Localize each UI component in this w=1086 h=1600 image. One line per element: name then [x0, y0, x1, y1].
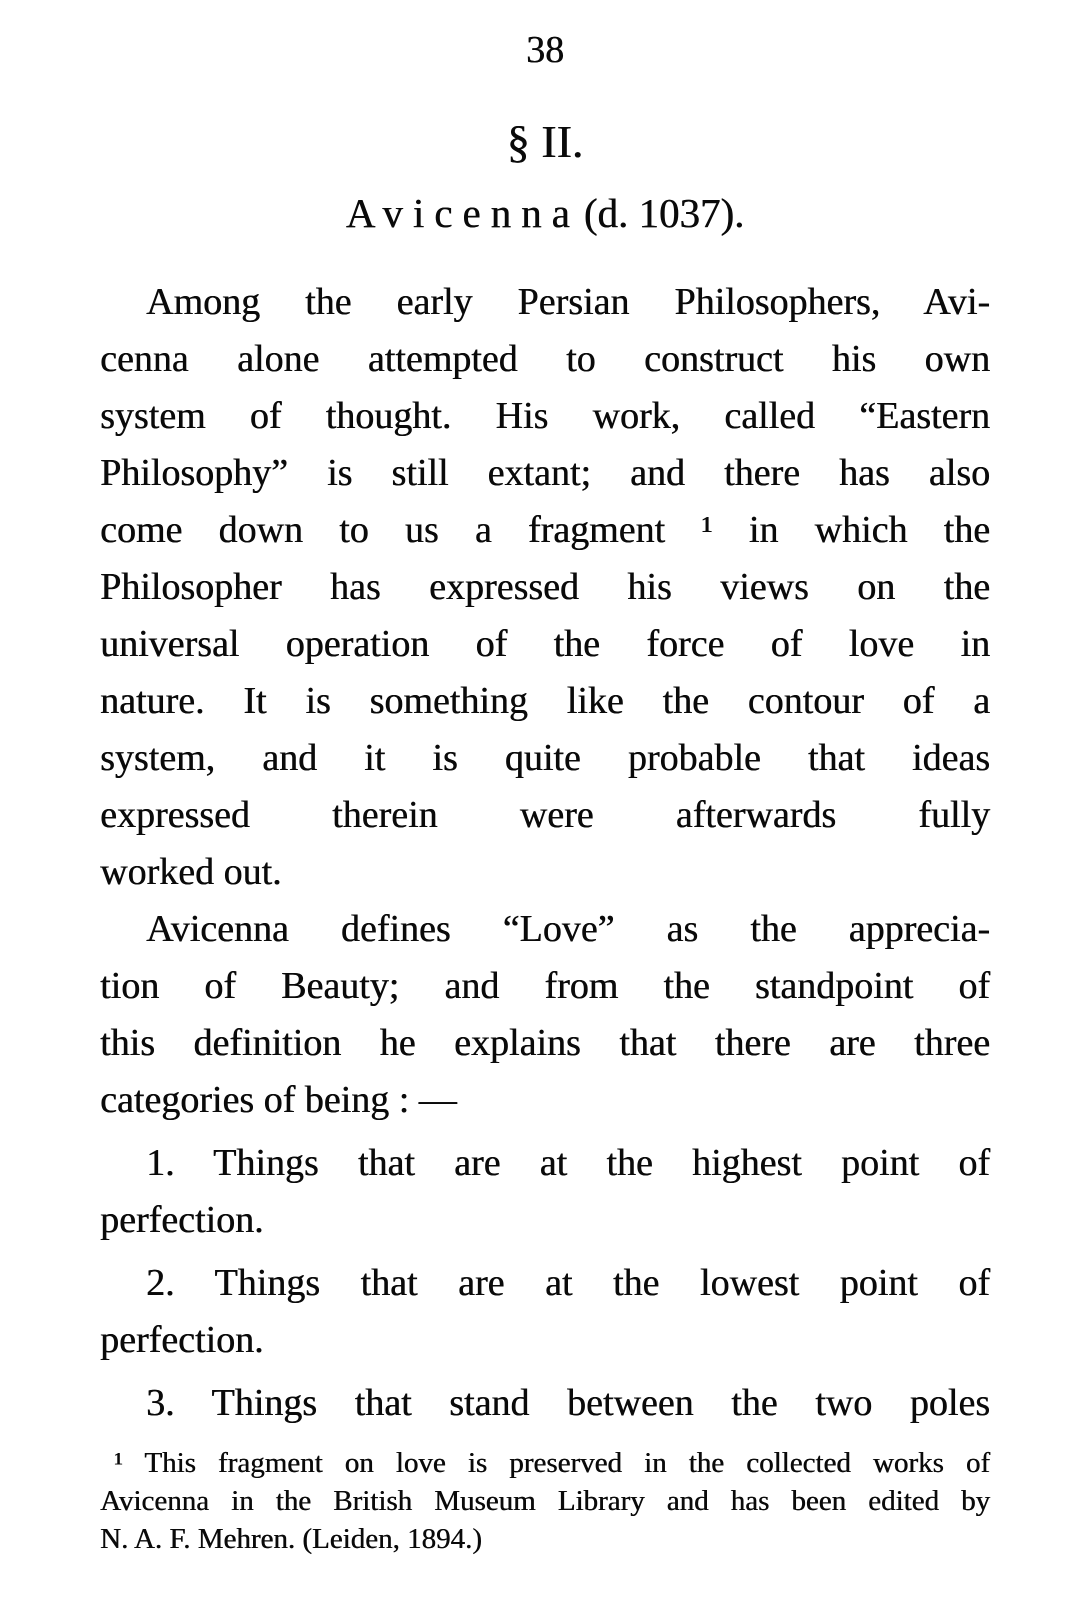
text-line: expressed therein were afterwards fully — [100, 794, 990, 836]
chapter-title-name: Avicenna — [345, 190, 580, 236]
chapter-title-date: (d. 1037). — [583, 190, 745, 236]
paragraph — [100, 901, 990, 1129]
paragraph — [100, 1375, 990, 1432]
text-line: Philosopher has expressed his views on the — [100, 566, 990, 608]
text-line: worked out. — [100, 851, 282, 893]
text-line: this definition he explains that there are three — [100, 1022, 990, 1064]
chapter-title — [100, 186, 990, 240]
text-line: come down to us a fragment ¹ in which the — [100, 509, 990, 551]
text-line: system, and it is quite probable that ideas — [100, 737, 990, 779]
text-line: Avicenna defines “Love” as the apprecia- — [146, 908, 990, 950]
text-line: nature. It is something like the contour of a — [100, 680, 990, 722]
page-number: 38 — [526, 29, 564, 71]
text-line: universal operation of the force of love in — [100, 623, 990, 665]
body-text — [100, 274, 990, 1432]
text-line: 2. Things that are at the lowest point of — [146, 1262, 990, 1304]
text-line: categories of being : — — [100, 1079, 457, 1121]
text-line: 3. Things that stand between the two poles — [146, 1382, 990, 1424]
text-line: perfection. — [100, 1199, 264, 1241]
text-line: 1. Things that are at the highest point of — [146, 1142, 990, 1184]
footnote-line: N. A. F. Mehren. (Leiden, 1894.) — [100, 1523, 482, 1555]
paragraph — [100, 1255, 990, 1369]
text-line: tion of Beauty; and from the standpoint of — [100, 965, 990, 1007]
footnote-line: Avicenna in the British Museum Library and has been edited by — [100, 1485, 990, 1517]
text-line: system of thought. His work, called “Eastern — [100, 395, 990, 437]
text-line: perfection. — [100, 1319, 264, 1361]
paragraph — [100, 274, 990, 901]
footnote — [100, 1444, 990, 1558]
paragraph — [100, 1135, 990, 1249]
text-line: cenna alone attempted to construct his own — [100, 338, 990, 380]
section-heading: § II. — [506, 116, 584, 167]
text-line: Among the early Persian Philosophers, Avi- — [146, 281, 990, 323]
footnote-line: ¹ This fragment on love is preserved in the collected works of — [114, 1447, 990, 1479]
text-line: Philosophy” is still extant; and there has also — [100, 452, 990, 494]
